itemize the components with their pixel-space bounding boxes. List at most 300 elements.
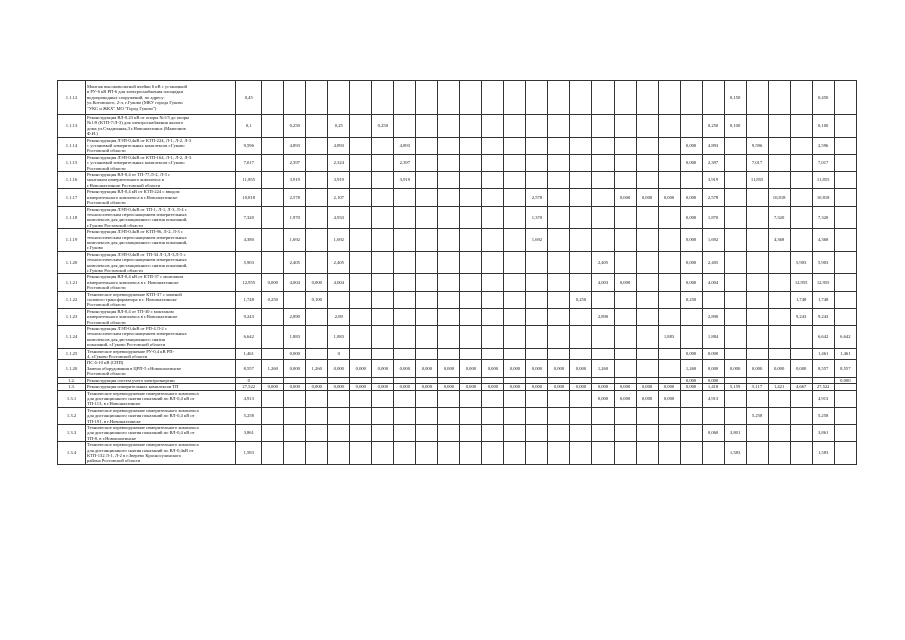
value-cell [636,274,658,291]
value-cell [526,251,548,274]
row-name-line: г.Гуково [87,245,104,251]
value-cell [416,326,438,349]
value-cell [636,326,658,349]
value-cell [636,229,658,252]
value-cell: 0,000 [482,360,504,377]
value-cell [416,348,438,360]
value-cell: 4,913 [812,390,834,407]
value-cell [614,251,636,274]
value-cell [570,390,592,407]
table-row [58,308,857,325]
value-cell: 0,45 [236,81,262,115]
value-cell: 0,25 [328,115,350,138]
value-cell [460,251,482,274]
row-code: 1.2. [58,377,86,383]
value-cell [570,326,592,349]
value-cell [768,424,790,441]
value-cell: 0,060 [702,424,724,441]
value-cell: 4,913 [702,390,724,407]
row-name-line: Реконструкция ВЛ-0,4 от ТП-77,Л-2, Л-3 с [87,172,170,178]
value-cell [548,172,570,189]
row-name-line: Ростовской области [87,165,126,171]
value-cell [504,407,526,424]
value-cell: 0,000 [570,360,592,377]
value-cell [262,81,284,115]
value-cell: 0,000 [658,384,680,390]
row-name [86,326,236,349]
value-cell [614,442,636,465]
value-cell [438,291,460,308]
row-name-line: Монтаж высоковольтной ячейки 6 кВ с установкой [87,83,187,89]
value-cell [526,308,548,325]
value-cell [768,442,790,465]
value-cell [372,274,394,291]
row-name-line: Реконструкция ЛЭП-0,4кВ от ТП-1, Л-1, Л-3, Л-4 с [87,206,187,212]
value-cell [460,206,482,229]
value-cell [438,390,460,407]
value-cell: 3,861 [812,424,834,441]
value-cell: 0,000 [306,384,328,390]
value-cell: 4,893 [284,137,306,154]
value-cell: 1,883 [328,326,350,349]
value-cell [614,115,636,138]
value-cell [526,407,548,424]
value-cell [482,308,504,325]
value-cell: 2,397 [284,154,306,171]
value-cell: 0,250 [570,291,592,308]
value-cell [416,390,438,407]
value-cell: 0,000 [328,360,350,377]
value-cell [350,206,372,229]
value-cell [350,424,372,441]
value-cell: 0,000 [702,360,724,377]
value-cell [724,326,746,349]
value-cell [394,308,416,325]
row-name-line: технологическим переоснащением измерительных [87,257,187,263]
value-cell [746,115,768,138]
row-code: 1.1.22 [58,291,86,308]
value-cell [592,206,614,229]
value-cell [570,115,592,138]
value-cell: 0,000 [416,384,438,390]
value-cell [746,251,768,274]
value-cell [438,172,460,189]
row-name-line: №1/8 (КТП-7/Л-3) для электроснабжения жилого [87,120,184,126]
value-cell: 7,320 [236,206,262,229]
value-cell [262,424,284,441]
value-cell [834,442,856,465]
row-name-line: Техническое перевооружение КТП-37 с заменой [87,291,182,297]
value-cell: 0,000 [548,360,570,377]
value-cell: 5,903 [790,251,812,274]
value-cell [636,424,658,441]
value-cell [592,189,614,206]
value-cell [284,81,306,115]
value-cell: 2,578 [702,189,724,206]
value-cell [438,424,460,441]
value-cell: 10,818 [768,189,790,206]
value-cell [592,291,614,308]
value-cell [526,274,548,291]
value-cell [834,291,856,308]
row-name-line: технологическим переоснащением измерительных [87,331,187,337]
table-row [58,154,857,171]
row-name-line: с установкой измерительных комплексов г.Гуково [87,160,185,166]
value-cell [548,407,570,424]
value-cell: 0,000 [526,360,548,377]
value-cell [570,154,592,171]
row-name-line: Реконструкция ВЛ-0,23 кВ от опоры №1/5 до опоры [87,115,190,120]
value-cell [262,407,284,424]
row-code: 1.1.25 [58,348,86,360]
value-cell [548,154,570,171]
value-cell: 4,368 [812,229,834,252]
value-cell: 0,000 [394,360,416,377]
value-cell: 6,642 [834,326,856,349]
row-name [86,308,236,325]
row-code: 1.1.21 [58,274,86,291]
value-cell [328,424,350,441]
value-cell [416,407,438,424]
value-cell [548,308,570,325]
value-cell: 0,000 [702,348,724,360]
value-cell: 2,405 [328,251,350,274]
value-cell: 8,557 [834,360,856,377]
value-cell [548,81,570,115]
value-cell [680,308,702,325]
value-cell [504,81,526,115]
value-cell: 0,000 [680,154,702,171]
value-cell: 2,405 [702,251,724,274]
value-cell: 9,243 [236,308,262,325]
value-cell [570,442,592,465]
value-cell [570,251,592,274]
value-cell: 1,883 [658,326,680,349]
value-cell: 1,884 [702,326,724,349]
value-cell [438,308,460,325]
value-cell [504,326,526,349]
value-cell [724,229,746,252]
value-cell: 1,260 [306,360,328,377]
row-code: 1.1.23 [58,308,86,325]
value-cell [834,115,856,138]
value-cell: 2,397 [394,154,416,171]
value-cell [460,442,482,465]
value-cell: 0,100 [724,115,746,138]
value-cell [636,291,658,308]
value-cell [790,442,812,465]
row-code: 1.1.13 [58,115,86,138]
value-cell [394,348,416,360]
value-cell [680,407,702,424]
value-cell: 0,000 [614,189,636,206]
value-cell [482,137,504,154]
value-cell: 2,890 [284,308,306,325]
value-cell [350,274,372,291]
row-name [86,229,236,252]
row-name-line: показаний, г.Гуково Ростовской области [87,342,166,348]
value-cell [834,137,856,154]
value-cell [350,291,372,308]
value-cell [350,442,372,465]
value-cell [746,348,768,360]
value-cell [504,229,526,252]
value-cell [614,137,636,154]
value-cell [504,308,526,325]
table-row [58,81,857,115]
value-cell: 1,883 [284,326,306,349]
value-cell [570,348,592,360]
row-name [86,137,236,154]
row-name-line: комплексов для дистанционного снятия показаний, [87,262,188,268]
value-cell [262,206,284,229]
value-cell [636,137,658,154]
value-cell: 5,903 [812,251,834,274]
value-cell [416,229,438,252]
value-cell [614,348,636,360]
value-cell: 0,250 [702,115,724,138]
value-cell [482,326,504,349]
value-cell [592,229,614,252]
value-cell [526,137,548,154]
value-cell [548,291,570,308]
value-cell [570,274,592,291]
table-row [58,189,857,206]
value-cell: 0,000 [680,348,702,360]
value-cell: 0,000 [570,384,592,390]
row-name [86,206,236,229]
value-cell [724,189,746,206]
value-cell [416,206,438,229]
value-cell [548,251,570,274]
value-cell [394,81,416,115]
value-cell [262,390,284,407]
value-cell: 0,000 [636,390,658,407]
row-name-line: Реконструкция ЛЭП-0,4кВ от ТП-34 Л-1,Л-3,Л-5 с [87,251,186,257]
value-cell: 0,000 [680,137,702,154]
value-cell [790,154,812,171]
value-cell [614,360,636,377]
value-cell [768,274,790,291]
value-cell [262,137,284,154]
value-cell [284,390,306,407]
value-cell [504,348,526,360]
value-cell: 1,260 [262,360,284,377]
row-name-line: Ростовской области [87,319,126,325]
row-name [86,424,236,441]
value-cell [548,424,570,441]
row-code: 1.1.19 [58,229,86,252]
value-cell [416,251,438,274]
value-cell [394,291,416,308]
value-cell: 1,692 [284,229,306,252]
value-cell [592,81,614,115]
value-cell: 9,243 [812,308,834,325]
row-name-line: Реконструкция ЛЭП-0,4кВ от КТП-164, Л-1, Л-2, Л-3 [87,154,192,160]
value-cell [438,326,460,349]
value-cell [460,274,482,291]
value-cell: 0,000 [636,189,658,206]
row-name-line: Ростовской области [87,148,126,154]
value-cell [328,291,350,308]
value-cell: 6,642 [236,326,262,349]
value-cell [636,154,658,171]
value-cell [570,206,592,229]
row-code: 1.3.1 [58,390,86,407]
value-cell [504,172,526,189]
value-cell [658,407,680,424]
value-cell [394,326,416,349]
value-cell [526,442,548,465]
value-cell: 3,919 [394,172,416,189]
value-cell: 4,380 [236,229,262,252]
value-cell [834,274,856,291]
value-cell [328,442,350,465]
value-cell: 27,522 [236,384,262,390]
value-cell [416,189,438,206]
value-cell: 2,405 [592,251,614,274]
value-cell [658,81,680,115]
value-cell [350,172,372,189]
value-cell: 2,405 [284,251,306,274]
value-cell [482,251,504,274]
value-cell [416,442,438,465]
value-cell [350,115,372,138]
value-cell [372,326,394,349]
value-cell [834,189,856,206]
value-cell [504,137,526,154]
value-cell [328,407,350,424]
value-cell [460,229,482,252]
value-cell [724,154,746,171]
value-cell [768,81,790,115]
value-cell [658,229,680,252]
value-cell: 4,368 [768,229,790,252]
value-cell: 1,692 [328,229,350,252]
value-cell [724,274,746,291]
value-cell [724,291,746,308]
value-cell [768,326,790,349]
value-cell: 6,642 [812,326,834,349]
value-cell [504,206,526,229]
value-cell: 7,320 [812,206,834,229]
value-cell [284,407,306,424]
value-cell: 9,596 [236,137,262,154]
value-cell: 4,893 [394,137,416,154]
value-cell [416,115,438,138]
value-cell [350,229,372,252]
value-cell: 1,748 [236,291,262,308]
value-cell [262,172,284,189]
value-cell: 0,000 [284,360,306,377]
value-cell [790,137,812,154]
value-cell [306,172,328,189]
value-cell: 1,970 [284,206,306,229]
value-cell: 0,000 [592,390,614,407]
value-cell [592,348,614,360]
row-name-line: Ростовской области [87,371,126,377]
value-cell: 0,000 [658,189,680,206]
value-cell: 2,89 [328,308,350,325]
value-cell [372,251,394,274]
value-cell [834,251,856,274]
value-cell [592,326,614,349]
value-cell [460,81,482,115]
value-cell [614,407,636,424]
value-cell: 0,000 [746,360,768,377]
value-cell: 4,003 [592,274,614,291]
value-cell [438,115,460,138]
value-cell [306,308,328,325]
value-cell: 5,258 [746,407,768,424]
row-name-line: измерительного комплекса в г.Новошахтинске [87,194,178,200]
value-cell: 0,000 [702,377,724,383]
row-name [86,360,236,377]
value-cell [768,172,790,189]
table-row [58,229,857,252]
row-name-line: Реконструкция ЛЭП-0,4кВ от КТП-224, Л-1, Л-2, Л-3 [87,137,192,143]
value-cell [460,326,482,349]
value-cell: 1,583 [724,442,746,465]
value-cell [482,189,504,206]
value-cell: 0,000 [504,360,526,377]
value-cell: 27,522 [812,384,834,390]
row-name-line: ул.Котовского, 2-л, г.Гуково (МКУ города Гуково [87,100,183,106]
table-body [58,81,857,465]
row-name-line: Реконструкция измерительных комплексов ТП [87,384,179,390]
value-cell [482,442,504,465]
value-cell: 11,855 [746,172,768,189]
value-cell [658,424,680,441]
value-cell [834,172,856,189]
value-cell: 9,596 [746,137,768,154]
value-cell [526,172,548,189]
value-cell: 3,801 [724,424,746,441]
value-cell: 12,955 [236,274,262,291]
value-cell: 0,000 [262,384,284,390]
value-cell [592,424,614,441]
value-cell [482,81,504,115]
row-code: 1.1.14 [58,137,86,154]
value-cell: 0,000 [262,274,284,291]
value-cell [416,274,438,291]
value-cell [746,424,768,441]
row-name-line: Техническое перевооружение измерительного комплекса [87,407,199,413]
value-cell [372,407,394,424]
value-cell [746,274,768,291]
row-code: 1.1.18 [58,206,86,229]
value-cell [504,115,526,138]
value-cell [746,326,768,349]
value-cell [680,424,702,441]
value-cell [394,424,416,441]
value-cell [350,390,372,407]
row-name-line: Техническое перевооружение измерительного комплекса [87,424,199,430]
value-cell: 0,000 [680,377,702,383]
value-cell [680,442,702,465]
document-sheet [57,80,857,465]
value-cell [768,390,790,407]
value-cell: 0,000 [680,229,702,252]
value-cell: 0,250 [372,115,394,138]
value-cell [636,348,658,360]
value-cell [504,251,526,274]
value-cell [284,424,306,441]
value-cell [548,206,570,229]
value-cell [438,137,460,154]
value-cell: 2,596 [812,137,834,154]
value-cell [790,390,812,407]
